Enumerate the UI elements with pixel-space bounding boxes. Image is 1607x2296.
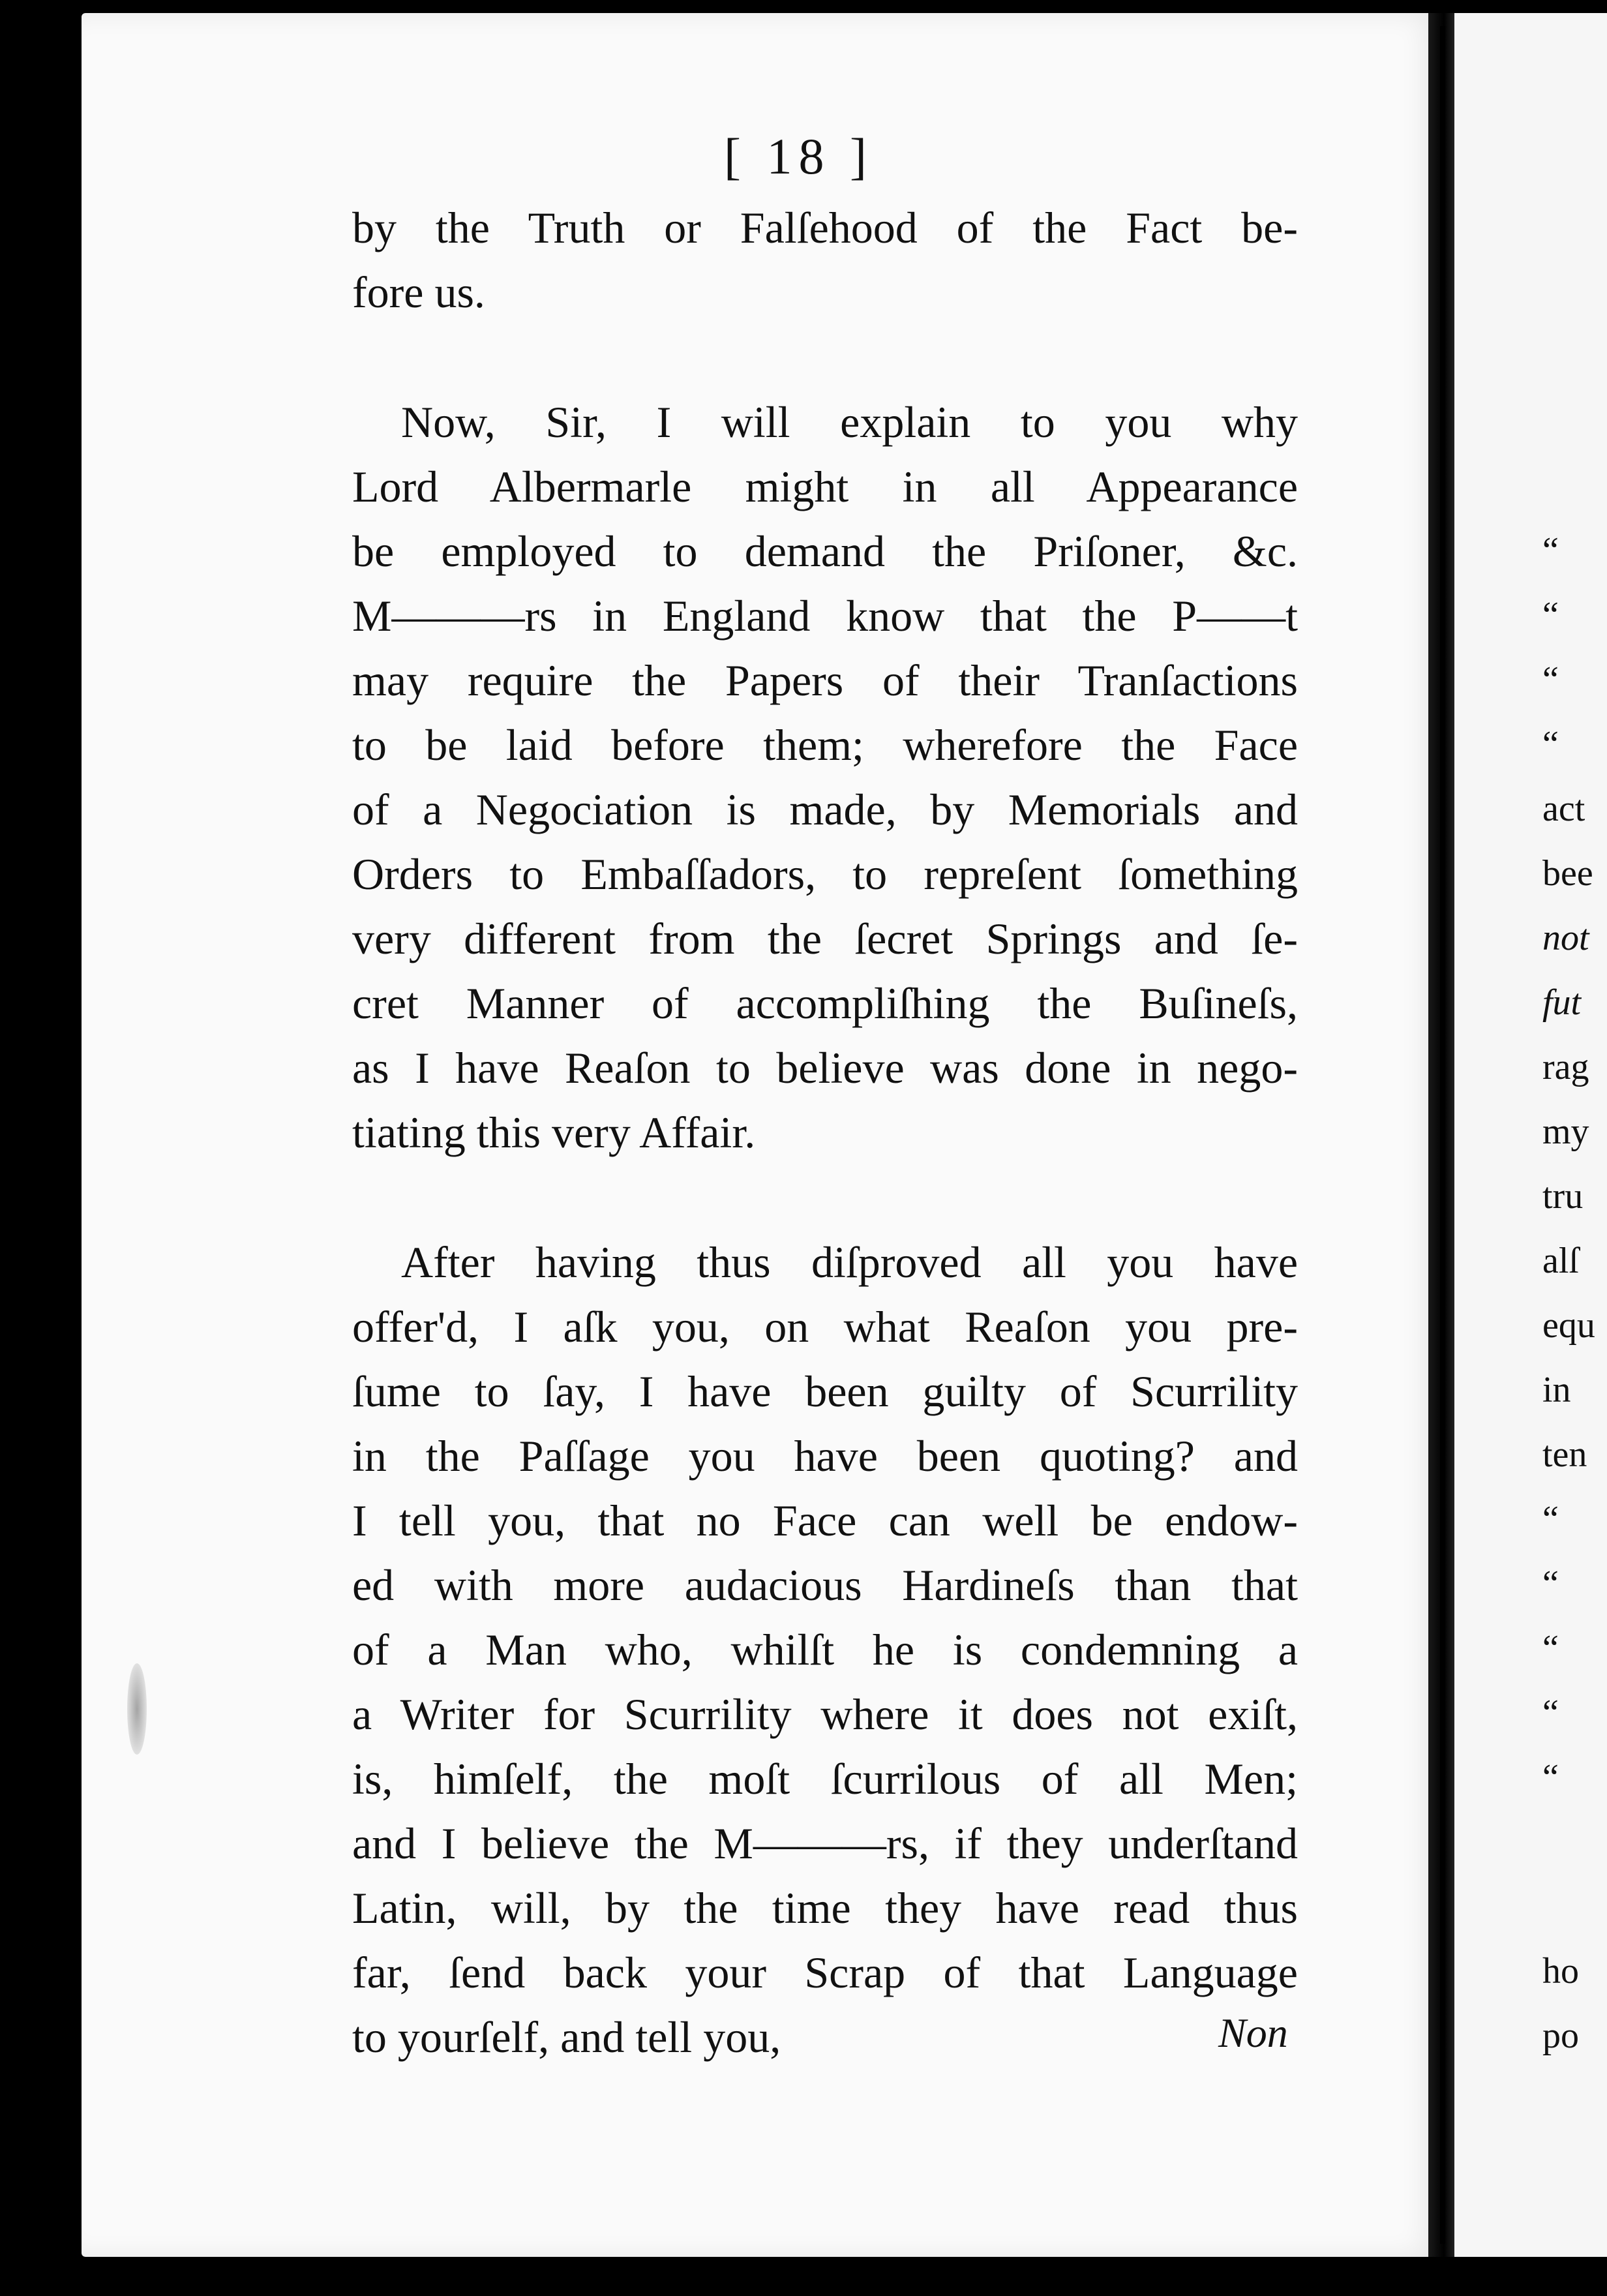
text-line: ſume to ſay, I have been guilty of Scurrility xyxy=(352,1367,1298,1416)
fragment: “ xyxy=(1542,659,1559,700)
fragment: not xyxy=(1542,918,1589,958)
fragment: “ xyxy=(1542,530,1559,571)
fragment: “ xyxy=(1542,1757,1559,1798)
fragment: act xyxy=(1542,789,1585,829)
text-line: Latin, will, by the time they have read thus xyxy=(352,1883,1298,1933)
fragment: rag xyxy=(1542,1047,1589,1087)
fragment: fut xyxy=(1542,982,1582,1023)
fragment xyxy=(1542,1875,1595,1939)
facing-page-text xyxy=(1542,519,1595,2068)
fragment: ten xyxy=(1542,1434,1587,1475)
fragment: “ xyxy=(1542,1563,1559,1604)
text-line: Lord Albermarle might in all Appearance xyxy=(352,462,1298,511)
text-line: be employed to demand the Priſoner, &c. xyxy=(352,526,1298,576)
fragment: “ xyxy=(1542,724,1559,764)
text-line: I tell you, that no Face can well be endow- xyxy=(352,1496,1298,1545)
text-line-content: Now, Sir, I will explain to you why xyxy=(401,397,1298,447)
fragment: in xyxy=(1542,1370,1571,1410)
page-edge xyxy=(1440,26,1445,2244)
fragment: “ xyxy=(1542,1628,1559,1669)
text-line: fore us. xyxy=(352,267,485,317)
fragment: tru xyxy=(1542,1176,1584,1216)
page-number: [ 18 ] xyxy=(724,128,873,185)
text-line: tiating this very Affair. xyxy=(352,1108,756,1157)
fragment: “ xyxy=(1542,595,1559,635)
text-line: cret Manner of accompliſhing the Buſineſs, xyxy=(352,978,1298,1028)
text-line: and I believe the M———rs, if they underſtand xyxy=(352,1819,1298,1868)
text-line: may require the Papers of their Tranſactions xyxy=(352,656,1298,705)
text-line: very different from the ſecret Springs and ſe- xyxy=(352,914,1298,963)
text-line: by the Truth or Falſehood of the Fact be- xyxy=(352,203,1298,252)
catchword: Non xyxy=(1218,2010,1288,2056)
fragment xyxy=(1542,1810,1595,1875)
text-line: offer'd, I aſk you, on what Reaſon you pre- xyxy=(352,1302,1298,1352)
text-line: to be laid before them; wherefore the Face xyxy=(352,720,1298,770)
text-line: as I have Reaſon to believe was done in nego- xyxy=(352,1043,1298,1093)
fragment: alſ xyxy=(1542,1241,1579,1281)
fragment: bee xyxy=(1542,853,1593,894)
text-line: to yourſelf, and tell you, xyxy=(352,2012,781,2062)
text-line: of a Negociation is made, by Memorials and xyxy=(352,785,1298,834)
text-line: far, ſend back your Scrap of that Language xyxy=(352,1948,1298,1997)
text-line: is, himſelf, the moſt ſcurrilous of all Men; xyxy=(352,1754,1298,1804)
text-line: a Writer for Scurrility where it does not exiſt, xyxy=(352,1689,1298,1739)
text-line: Orders to Embaſſadors, to repreſent ſomething xyxy=(352,849,1298,899)
text-line: of a Man who, whilſt he is condemning a xyxy=(352,1625,1298,1674)
fragment: “ xyxy=(1542,1499,1559,1539)
fragment: “ xyxy=(1542,1693,1559,1733)
fragment: equ xyxy=(1542,1305,1595,1346)
ink-smudge xyxy=(127,1663,147,1755)
fragment: po xyxy=(1542,2016,1579,2056)
text-line: ed with more audacious Hardineſs than that xyxy=(352,1560,1298,1610)
text-line xyxy=(352,390,1298,455)
text-line xyxy=(352,1230,1298,1295)
body-text xyxy=(352,196,1298,2070)
text-line: in the Paſſage you have been quoting? and xyxy=(352,1431,1298,1481)
fragment: my xyxy=(1542,1111,1589,1152)
fragment: ho xyxy=(1542,1951,1579,1991)
text-line: M———rs in England know that the P——t xyxy=(352,591,1298,641)
text-line-content: After having thus diſproved all you have xyxy=(401,1237,1298,1287)
